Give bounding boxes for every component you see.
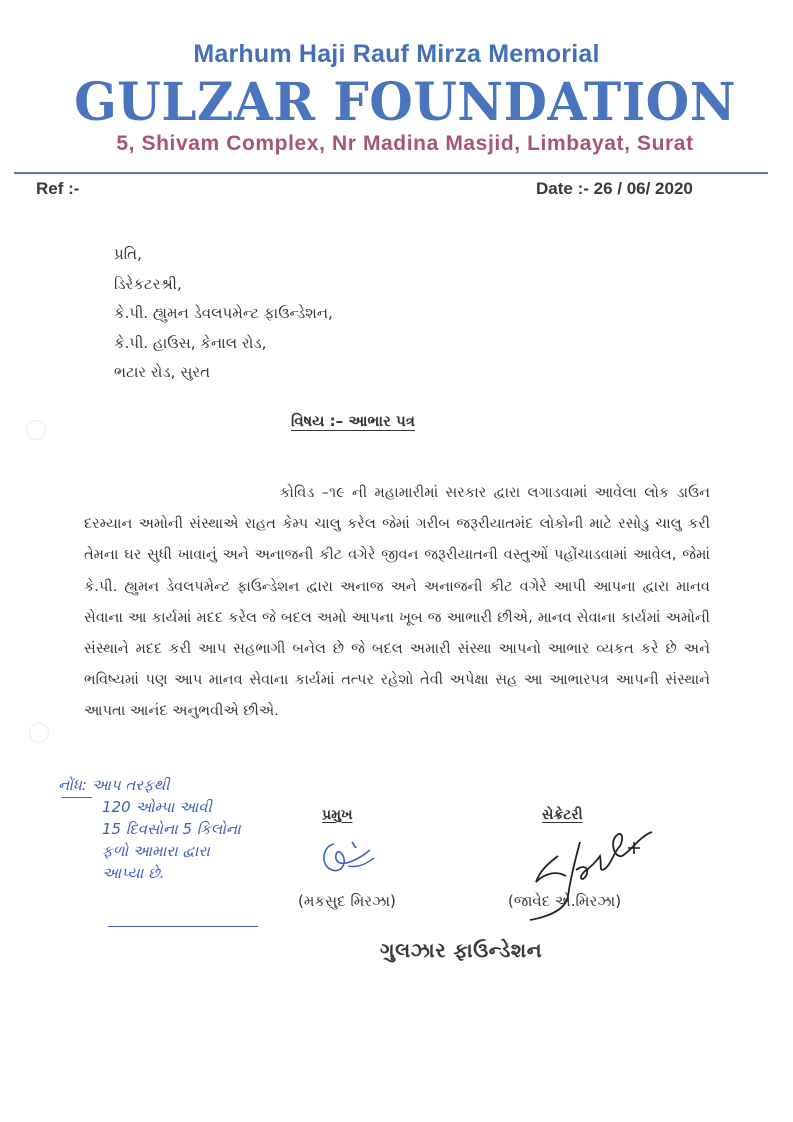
- addressee-line: કે.પી. હ્યુમન ડેવલપમેન્ટ ફાઉન્ડેશન,: [114, 304, 333, 322]
- note-line: નોંધ: આપ તરફથી: [58, 776, 170, 794]
- president-signature-icon: [318, 836, 378, 880]
- organization-name: GULZAR FOUNDATION: [74, 70, 736, 133]
- reference-label: Ref :-: [36, 179, 80, 198]
- organization-address: 5, Shivam Complex, Nr Madina Masjid, Limbayat, Surat: [116, 132, 694, 155]
- subject-line: [0, 412, 706, 430]
- addressee-line: પ્રતિ,: [114, 245, 142, 263]
- memorial-line: Marhum Haji Rauf Mirza Memorial: [193, 40, 600, 68]
- letter-date: Date :- 26 / 06/ 2020: [536, 179, 693, 198]
- president-name: (મકસુદ મિરઝા): [298, 892, 396, 910]
- president-role-label: પ્રમુખ: [322, 807, 353, 823]
- addressee-line: ડિરેકટરશ્રી,: [114, 274, 182, 293]
- footer-organization-name: ગુલઝાર ફાઉન્ડેશન: [380, 938, 543, 962]
- addressee-line: ભટાર રોડ, સુરત: [114, 363, 211, 381]
- note-underline: [108, 926, 258, 927]
- secretary-name: (જાવેદ એ.મિરઝા): [508, 892, 622, 910]
- addressee-line: કે.પી. હાઉસ, કેનાલ રોડ,: [114, 333, 267, 352]
- note-line: આપ્યા છે.: [102, 864, 165, 882]
- letterhead-divider: [14, 172, 768, 174]
- note-label-underline: [62, 797, 92, 798]
- punch-hole-icon: [29, 723, 49, 743]
- subject-text: વિષય :– આભાર પત્ર: [290, 412, 416, 430]
- secretary-role-label: સેક્રેટરી: [542, 807, 583, 823]
- note-line: ફળો આમારા દ્વારા: [102, 842, 210, 860]
- addressee-block: [114, 240, 333, 388]
- note-line: 15 દિવસોના 5 કિલોના: [102, 820, 241, 838]
- note-line: 120 ઓમ્પા આવી: [102, 798, 212, 816]
- handwritten-note: [58, 774, 298, 884]
- letter-body: કોવિડ –૧૯ ની મહામારીમાં સરકાર દ્વારા લગાડવામાં આવેલા લોક ડાઉન દરમ્યાન અમોની સંસ્થાએ રાહત કેમ્પ ચાલુ કરેલ જેમાં ગરીબ જરૂરીયાતમંદ લોકોની માટે રસોડુ ચાલુ કરી તેમના ઘર સુધી ખાવાનું અને અનાજની કીટ વગેરે જીવન જરૂરીયાતની વસ્તુઓં પહોંચાડવામાં આવેલ, જેમાં કે.પી. હ્યુમન ડેવલપમેન્ટ ફાઉન્ડેશન દ્વારા અનાજ અને અનાજની કીટ વગેરે આપી આપના દ્વારા માનવ સેવાના આ કાર્યમાં મદદ કરેલ જે બદલ અમો આપના ખૂબ જ આભારી છીએ, માનવ સેવાના કાર્યમાં અમોની સંસ્થાને મદદ કરી આપ સહભાગી બનેલ છે જે બદલ અમારી સંસ્થા આપનો આભાર વ્યકત કરે છે અને ભવિષ્યમાં પણ આપ માનવ સેવાના કાર્યમાં તત્પર રહેશો તેવી અપેક્ષા સહ આ આભારપત્ર આપની સંસ્થાને આપતા આનંદ અનુભવીએ છીએ.: [84, 484, 710, 720]
